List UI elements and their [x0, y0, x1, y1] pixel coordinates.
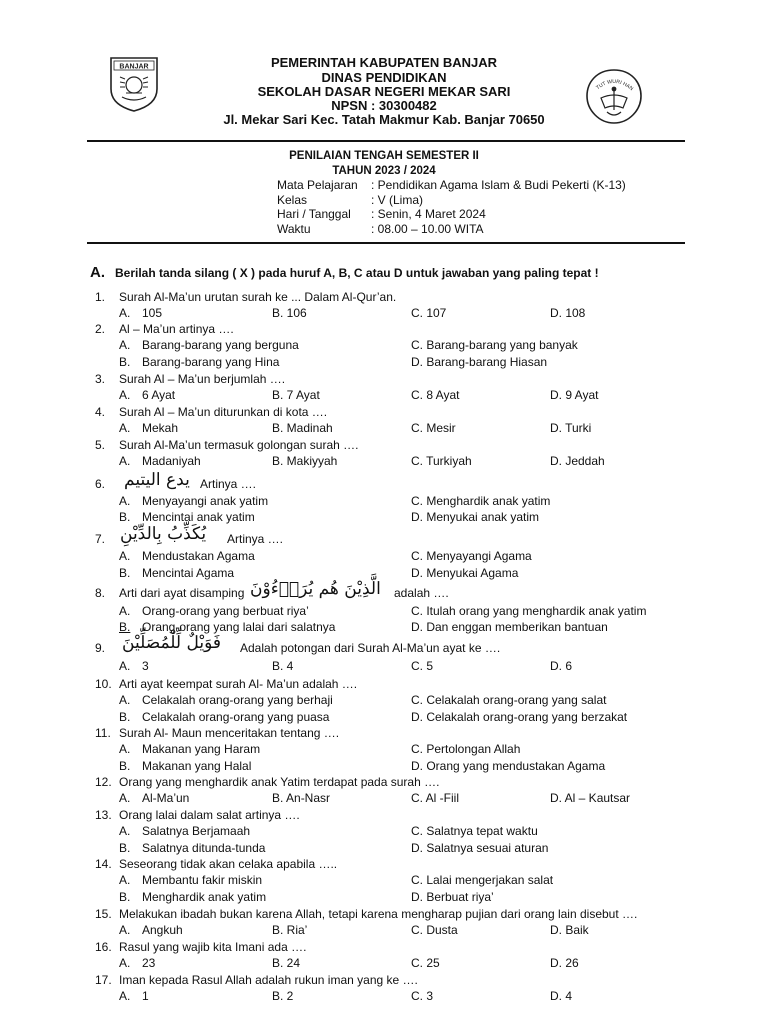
question-stem: Surah Al-Ma’un urutan surah ke ... Dalam Al-Qur’an. [119, 290, 397, 304]
option-a: 105 [142, 306, 163, 320]
option-b: B. Madinah [272, 421, 333, 435]
option-b: B. Ria’ [272, 923, 308, 937]
question-number: 12. [95, 775, 112, 789]
option-c: C. Salatnya tepat waktu [411, 824, 538, 838]
option-c: C. 8 Ayat [411, 388, 460, 402]
option-a-letter: A. [119, 454, 131, 468]
question-stem: Al – Ma’un artinya …. [119, 322, 234, 336]
option-b: B. 2 [272, 989, 294, 1003]
header-line-npsn: NPSN : 30300482 [331, 98, 437, 113]
option-a: Madaniyah [142, 454, 201, 468]
header-line-address: Jl. Mekar Sari Kec. Tatah Makmur Kab. Banjar 70650 [223, 112, 545, 127]
question-stem: Artinya …. [200, 477, 257, 491]
question-arabic-text: فَوَيْلٌ لِّلْمُصَلِّيْنَ [122, 633, 221, 653]
option-a: Al-Ma’un [142, 791, 190, 805]
option-a: 23 [142, 956, 156, 970]
option-a-letter: A. [119, 791, 131, 805]
option-d: D. 26 [550, 956, 579, 970]
header-divider [87, 140, 685, 142]
question-number: 4. [95, 405, 106, 419]
question-number: 17. [95, 973, 112, 987]
question-10 [0, 677, 768, 725]
question-17 [0, 973, 768, 1005]
option-d: D. 108 [550, 306, 586, 320]
question-7 [0, 524, 768, 580]
option-d: D. Celakalah orang-orang yang berzakat [411, 710, 628, 724]
option-a-letter: A. [119, 494, 131, 508]
header-line-school: SEKOLAH DASAR NEGERI MEKAR SARI [257, 84, 511, 99]
question-stem: Arti dari ayat disamping [119, 586, 245, 600]
option-b-letter: B. [119, 620, 131, 634]
option-b: Menghardik anak yatim [142, 890, 267, 904]
question-stem: Surah Al- Maun menceritakan tentang …. [119, 726, 340, 740]
question-stem: Rasul yang wajib kita Imani ada …. [119, 940, 307, 954]
option-b-letter: B. [119, 759, 131, 773]
option-a: Menyayangi anak yatim [142, 494, 269, 508]
option-a-letter: A. [119, 338, 131, 352]
option-b: B. 4 [272, 659, 294, 673]
option-c: C. Dusta [411, 923, 458, 937]
exam-info-divider [87, 242, 685, 244]
exam-title: PENILAIAN TENGAH SEMESTER II [289, 150, 479, 162]
option-a: Makanan yang Haram [142, 742, 261, 756]
option-b-letter: B. [119, 355, 131, 369]
meta-label-subject: Mata Pelajaran [277, 178, 358, 192]
question-number: 15. [95, 907, 112, 921]
meta-value-class: : V (Lima) [371, 192, 424, 207]
question-stem: Surah Al – Ma’un berjumlah …. [119, 372, 286, 386]
option-a: Mendustakan Agama [142, 549, 255, 563]
option-a-letter: A. [119, 923, 131, 937]
option-c: C. Celakalah orang-orang yang salat [411, 693, 607, 707]
question-number: 1. [95, 290, 106, 304]
option-b-letter: B. [119, 890, 131, 904]
exam-meta-values [371, 178, 626, 236]
option-a: 6 Ayat [142, 388, 176, 402]
option-b-letter: B. [119, 510, 131, 524]
question-16 [0, 940, 768, 972]
option-b: Makanan yang Halal [142, 759, 252, 773]
question-stem: Iman kepada Rasul Allah adalah rukun iman yang ke …. [119, 973, 418, 987]
option-d: D. Dan enggan memberikan bantuan [411, 620, 608, 634]
exam-meta-labels [277, 178, 358, 236]
option-d: D. Menyukai anak yatim [411, 510, 540, 524]
option-a: Salatnya Berjamaah [142, 824, 251, 838]
question-number: 10. [95, 677, 112, 691]
question-3 [0, 372, 768, 404]
option-b: Mencintai Agama [142, 566, 235, 580]
option-b: Mencintai anak yatim [142, 510, 255, 524]
option-d: D. Jeddah [550, 454, 605, 468]
question-6 [0, 470, 768, 525]
question-5 [0, 438, 768, 470]
header-line-government: PEMERINTAH KABUPATEN BANJAR [270, 55, 498, 70]
question-2 [0, 322, 768, 370]
question-number: 3. [95, 372, 106, 386]
question-14 [0, 857, 768, 905]
option-d: D. 4 [550, 989, 573, 1003]
question-13 [0, 808, 768, 856]
option-a-letter: A. [119, 659, 131, 673]
option-c: C. 3 [411, 989, 434, 1003]
option-a-letter: A. [119, 873, 131, 887]
question-stem: Artinya …. [227, 532, 284, 546]
question-number: 9. [95, 641, 106, 655]
option-d: D. Turki [550, 421, 592, 435]
option-d: D. Orang yang mendustakan Agama [411, 759, 606, 773]
banjar-logo-text: BANJAR [119, 63, 149, 71]
option-a-letter: A. [119, 604, 131, 618]
option-d: D. Salatnya sesuai aturan [411, 841, 549, 855]
meta-label-time: Waktu [277, 221, 311, 236]
question-stem: Surah Al – Ma’un diturunkan di kota …. [119, 405, 328, 419]
option-b-letter: B. [119, 566, 131, 580]
meta-value-subject: : Pendidikan Agama Islam & Budi Pekerti (K-13) [371, 178, 626, 192]
option-c: C. Lalai mengerjakan salat [411, 873, 554, 887]
question-8 [0, 579, 768, 636]
question-number: 5. [95, 438, 106, 452]
question-number: 2. [95, 322, 106, 336]
option-a: Celakalah orang-orang yang berhaji [142, 693, 333, 707]
question-stem: Seseorang tidak akan celaka apabila ….. [119, 857, 338, 871]
option-a-letter: A. [119, 693, 131, 707]
option-b: B. 24 [272, 956, 301, 970]
option-d: D. Berbuat riya’ [411, 890, 494, 904]
exam-year: TAHUN 2023 / 2024 [332, 165, 436, 177]
option-a: 1 [142, 989, 149, 1003]
meta-value-date: : Senin, 4 Maret 2024 [371, 207, 486, 221]
option-d: D. 6 [550, 659, 573, 673]
question-12 [0, 775, 768, 807]
option-a: Mekah [142, 421, 179, 435]
question-number: 16. [95, 940, 112, 954]
question-arabic-text: الَّذِيْنَ هُم يُرَاۤءُوْنَ [250, 579, 381, 599]
meta-label-date: Hari / Tanggal [277, 207, 351, 221]
option-a: Barang-barang yang berguna [142, 338, 299, 352]
option-c: C. 5 [411, 659, 434, 673]
option-b: Orang-orang yang lalai dari salatnya [142, 620, 336, 634]
question-11 [0, 726, 768, 774]
option-c: C. Turkiyah [411, 454, 472, 468]
question-15 [0, 907, 768, 939]
question-arabic-text: يدع اليتيم [124, 470, 190, 490]
option-a-letter: A. [119, 306, 131, 320]
option-a: 3 [142, 659, 149, 673]
option-a-letter: A. [119, 989, 131, 1003]
question-4 [0, 405, 768, 437]
option-b: Barang-barang yang Hina [142, 355, 280, 369]
option-c: C. Al -Fiil [411, 791, 459, 805]
option-d: D. Menyukai Agama [411, 566, 519, 580]
question-number: 14. [95, 857, 112, 871]
option-b: B. Makiyyah [272, 454, 338, 468]
option-a-letter: A. [119, 421, 131, 435]
question-number: 11. [95, 726, 111, 740]
option-b: B. 106 [272, 306, 307, 320]
option-a-letter: A. [119, 956, 131, 970]
option-b: Celakalah orang-orang yang puasa [142, 710, 330, 724]
section-instruction: Berilah tanda silang ( X ) pada huruf A, B, C atau D untuk jawaban yang paling tepat ! [115, 266, 599, 280]
section-letter: A. [90, 264, 105, 281]
option-d: D. Baik [550, 923, 589, 937]
question-1 [0, 290, 768, 322]
question-arabic-text: يُكَذِّبُ بِالدِّيْنِ [120, 524, 207, 544]
option-b: Salatnya ditunda-tunda [142, 841, 266, 855]
option-b: B. An-Nasr [272, 791, 331, 805]
option-a: Angkuh [142, 923, 183, 937]
question-stem: Arti ayat keempat surah Al- Ma’un adalah …. [119, 677, 358, 691]
option-d: D. Al – Kautsar [550, 791, 631, 805]
question-stem: Adalah potongan dari Surah Al-Ma’un ayat ke …. [240, 641, 501, 655]
question-number: 7. [95, 532, 106, 546]
option-b-letter: B. [119, 710, 131, 724]
meta-value-time: : 08.00 – 10.00 WITA [371, 221, 484, 236]
option-a-letter: A. [119, 742, 131, 756]
option-c: C. Menyayangi Agama [411, 549, 532, 563]
question-stem: Orang yang menghardik anak Yatim terdapat pada surah …. [119, 775, 440, 789]
option-b-letter: B. [119, 841, 131, 855]
question-number: 8. [95, 586, 106, 600]
option-c: C. Itulah orang yang menghardik anak yatim [411, 604, 647, 618]
question-number: 6. [95, 477, 106, 491]
header-line-department: DINAS PENDIDIKAN [321, 70, 447, 85]
option-a: Orang-orang yang berbuat riya’ [142, 604, 309, 618]
question-number: 13. [95, 808, 112, 822]
option-c: C. 107 [411, 306, 447, 320]
question-stem: Melakukan ibadah bukan karena Allah, tetapi karena mengharap pujian dari orang lain disebut …. [119, 907, 638, 921]
option-d: D. Barang-barang Hiasan [411, 355, 548, 369]
question-stem: Orang lalai dalam salat artinya …. [119, 808, 300, 822]
question-9 [0, 633, 768, 673]
option-a-letter: A. [119, 549, 131, 563]
meta-label-class: Kelas [277, 192, 308, 207]
option-d: D. 9 Ayat [550, 388, 599, 402]
option-a: Membantu fakir miskin [142, 873, 263, 887]
option-c: C. Menghardik anak yatim [411, 494, 551, 508]
option-b: B. 7 Ayat [272, 388, 320, 402]
option-a-letter: A. [119, 824, 131, 838]
option-a-letter: A. [119, 388, 131, 402]
question-stem: Surah Al-Ma’un termasuk golongan surah …. [119, 438, 359, 452]
option-c: C. Pertolongan Allah [411, 742, 521, 756]
option-c: C. Barang-barang yang banyak [411, 338, 578, 352]
tut-wuri-logo-text: TUT WURI HAN [595, 78, 635, 93]
option-c: C. Mesir [411, 421, 456, 435]
option-c: C. 25 [411, 956, 440, 970]
question-stem-end: adalah …. [394, 586, 449, 600]
